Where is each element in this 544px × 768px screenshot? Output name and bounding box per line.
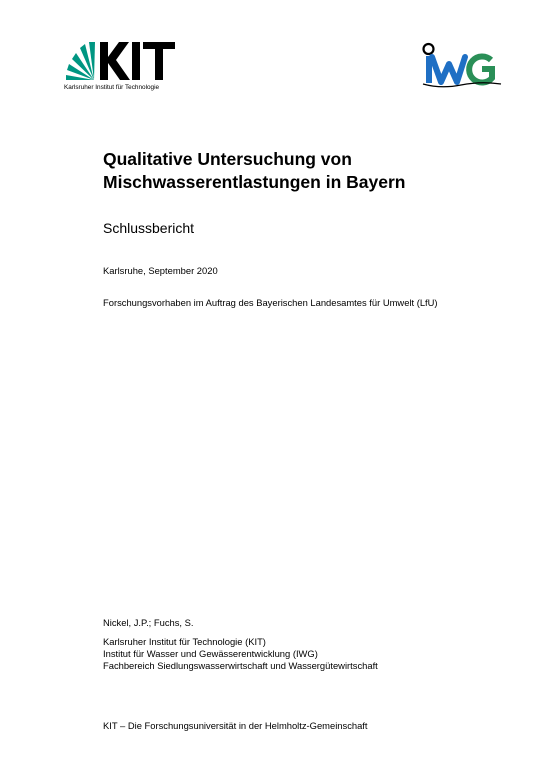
footer-tagline: KIT – Die Forschungsuniversität in der Helmholtz-Gemeinschaft (103, 720, 368, 731)
kit-emblem-icon (64, 40, 184, 82)
institution-line: Karlsruher Institut für Technologie (KIT) (103, 636, 266, 647)
institutions-block (103, 636, 378, 672)
institution-line: Fachbereich Siedlungswasserwirtschaft und Wassergütewirtschaft (103, 660, 378, 671)
iwg-logo (421, 40, 507, 90)
project-description: Forschungsvorhaben im Auftrag des Bayerischen Landesamtes für Umwelt (LfU) (103, 297, 438, 308)
kit-logo (64, 40, 184, 96)
authors: Nickel, J.P.; Fuchs, S. (103, 617, 194, 628)
place-date: Karlsruhe, September 2020 (103, 265, 218, 276)
kit-logo-subtitle: Karlsruher Institut für Technologie (64, 84, 160, 91)
report-title-line-1: Qualitative Untersuchung von (103, 149, 352, 169)
report-title-line-2: Mischwasserentlastungen in Bayern (103, 172, 406, 192)
report-title (103, 148, 503, 194)
report-subtitle: Schlussbericht (103, 220, 195, 236)
institution-line: Institut für Wasser und Gewässerentwicklung (IWG) (103, 648, 318, 659)
iwg-emblem-icon (421, 40, 507, 90)
